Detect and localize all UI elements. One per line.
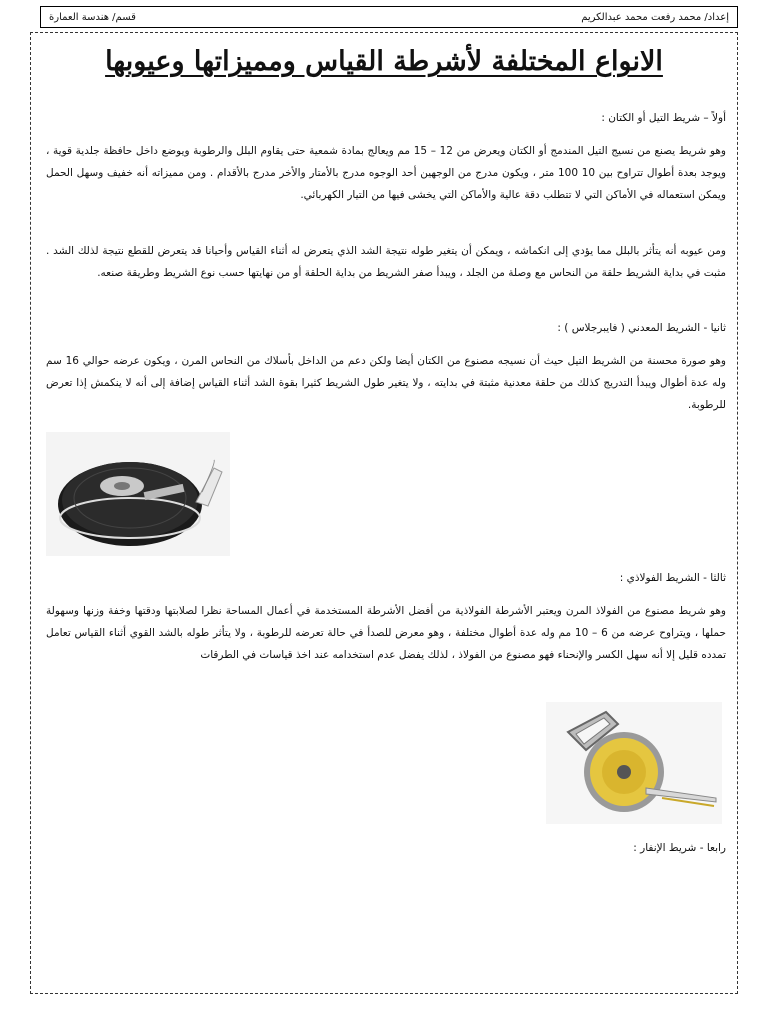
section-1-heading: أولاً – شريط التيل أو الكتان : xyxy=(601,112,726,124)
section-1-paragraph-2: ومن عيوبه أنه يتأثر بالبلل مما يؤدي إلى انكماشه ، ويمكن أن يتغير طوله نتيجة الشد الذي يتعرض له أثناء القياس وأحيانا قد يتعرض للقطع نتيجة لذلك الشد . مثبت في بداية الشريط حلقة من النحاس مع وصلة من الجلد ، ويبدأ صفر الشريط من بداية الحلقة أو من نهايتها حسب نوع الشريط وطريقة صنعه. xyxy=(46,245,726,279)
section-3-paragraph-1: وهو شريط مصنوع من الفولاذ المرن ويعتبر الأشرطة الفولاذية من أفضل الأشرطة المستخدمة في أعمال المساحة نظرا لصلابتها ودقتها وخفة وزنها وسهولة حملها ، ويتراوح عرضه من 6 – 10 مم وله عدة أطوال مختلفة ، وهو معرض للصدأ في حالة تعرضه للرطوبة ، ولا يتأثر طوله بالشد القوي أثناء القياس تعامل تمدده قليل إلا أنه سهل الكسر والإنحناء فهو مصنوع من الفولاذ ، لذلك يفضل عدم استخدامه عند اخذ قياسات في الطرقات xyxy=(46,605,726,661)
steel-tape-image xyxy=(546,702,722,824)
section-1-paragraph-1: وهو شريط يصنع من نسيج التيل المندمج أو الكتان ويعرض من 12 – 15 مم ويعالج بمادة شمعية حتى يقاوم البلل والرطوبة ويوضع داخل حافظة جلدية قوية ، ويوجد بعدة أطوال تتراوح بين 10 100 متر ، ويكون مدرج من الوجهين أحد الوجوه مدرج بالأمتار والأخر مدرج بالأقدام . ومن مميزاته أنه خفيف وسهل الحمل ويمكن استعماله في الأماكن التي لا تتطلب دقة عالية والأماكن التي يخشى فيها من التيار الكهربائي. xyxy=(46,145,726,201)
department-label: قسم/ هندسة العمارة xyxy=(49,11,136,23)
section-4-heading: رابعا - شريط الإنفار : xyxy=(633,842,726,854)
section-2-paragraph-1: وهو صورة محسنة من الشريط التيل حيث أن نسيجه مصنوع من الكتان أيضا ولكن دعم من الداخل بأسلاك من النحاس المرن ، ويكون عرضه حوالي 16 سم وله عدة أطوال ويبدأ التدريج كذلك من حلقة معدنية مثبتة في بدايته ، ولا يتغير طول الشريط كثيرا بقوة الشد أثناء القياس إضافة إلى أنه لا ينكمش إذا تعرض للرطوبة. xyxy=(46,355,726,411)
section-2-heading: ثانيا - الشريط المعدني ( فايبرجلاس ) : xyxy=(557,322,726,334)
page-title: الانواع المختلفة لأشرطة القياس ومميزاتها وعيوبها xyxy=(105,46,663,77)
section-3-heading: ثالثا - الشريط الفولاذي : xyxy=(619,572,726,584)
fiberglass-tape-image xyxy=(46,432,230,556)
page-header xyxy=(40,6,738,28)
author-label: إعداد/ محمد رفعت محمد عبدالكريم xyxy=(581,11,729,23)
